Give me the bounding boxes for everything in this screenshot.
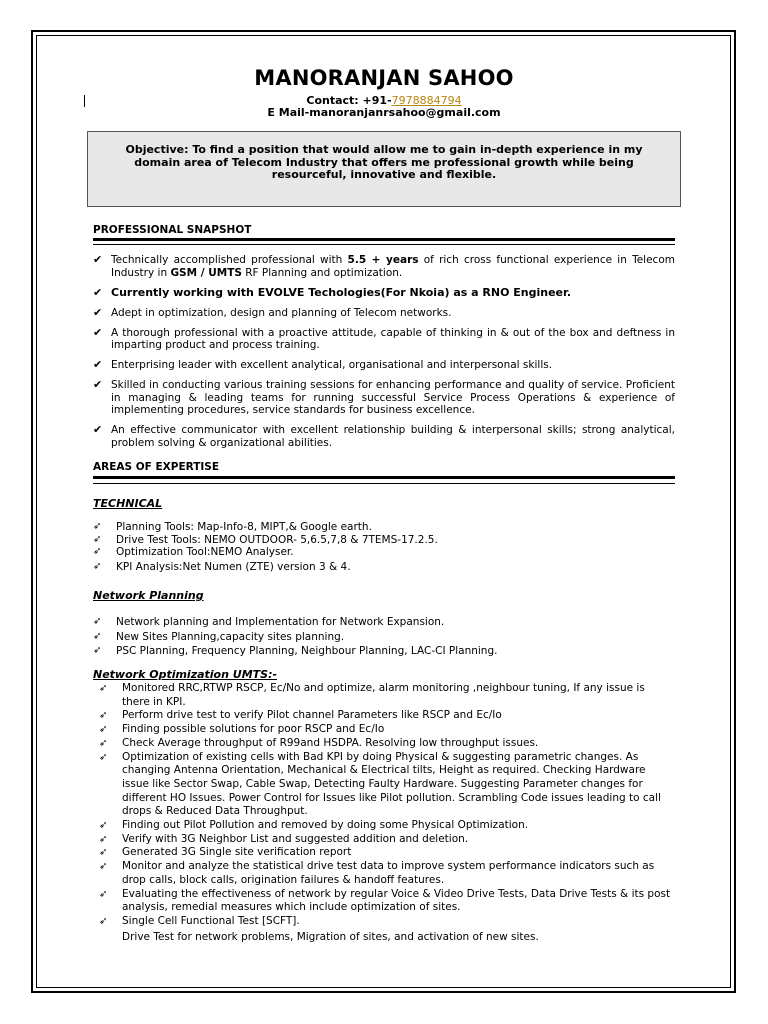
- list-item: ➶ Verify with 3G Neighbor List and suggested addition and deletion.: [99, 832, 469, 845]
- arrow-bullet-icon: ➶: [99, 888, 108, 900]
- checkmark-icon: ✔: [93, 325, 103, 339]
- list-item: ➶ Generated 3G Single site verification report: [99, 846, 352, 859]
- list-item: ➶ Evaluating the effectiveness of network by regular Voice & Video Drive Tests, Data Drive Tests & its post analysis, remedial measures which include optimization of sites.: [99, 887, 671, 914]
- arrow-bullet-icon: ➶: [99, 751, 108, 763]
- list-item: ➶ Finding possible solutions for poor RSCP and Ec/Io: [99, 723, 385, 736]
- arrow-bullet-icon: ➶: [99, 861, 108, 873]
- section-rule-thin: [93, 244, 675, 245]
- list-item: ✔ Skilled in conducting various training sessions for enhancing performance and quality of service. Proficient in managing & leading teams for running successful Service Process Operations & experience of implementing procedures, service standards for business excellence.: [93, 378, 675, 416]
- list-item: ➶ Monitor and analyze the statistical drive test data to improve system performance indicators such as drop calls, block calls, origination failures & handoff features.: [99, 860, 655, 886]
- subheading-network-planning: Network Planning: [93, 589, 204, 602]
- snapshot-list: [93, 254, 675, 457]
- arrow-bullet-icon: ➶: [99, 737, 108, 749]
- list-item: ➶ Network planning and Implementation for Network Expansion.: [93, 616, 445, 628]
- contact-label: Contact: +91-: [306, 94, 392, 107]
- list-item: ➶ Drive Test Tools: NEMO OUTDOOR- 5,6.5,7,8 & 7TEMS-17.2.5.: [93, 533, 438, 546]
- list-item: ✔ Enterprising leader with excellent analytical, organisational and interpersonal skills.: [93, 358, 553, 371]
- technical-list: [93, 521, 675, 573]
- subheading-network-optimization: Network Optimization UMTS:-: [93, 668, 278, 681]
- optimization-list: [93, 682, 675, 944]
- section-title-expertise: AREAS OF EXPERTISE: [93, 461, 220, 473]
- email-line: E Mail-manoranjanrsahoo@gmail.com: [267, 106, 501, 119]
- list-item: ➶ Planning Tools: Map-Info-8, MIPT,& Google earth.: [93, 521, 372, 533]
- arrow-bullet-icon: ➶: [99, 915, 108, 927]
- list-item: ✔ An effective communicator with excellent relationship building & interpersonal skills; strong analytical, problem solving & organizational abilities.: [93, 423, 675, 449]
- list-item: ➶ Single Cell Functional Test [SCFT].: [99, 914, 300, 927]
- section-rule-thick: [93, 238, 675, 241]
- arrow-bullet-icon: ➶: [99, 683, 108, 694]
- subheading-technical: TECHNICAL: [93, 497, 163, 510]
- checkmark-icon: ✔: [93, 253, 103, 266]
- section-title-snapshot: PROFESSIONAL SNAPSHOT: [93, 224, 252, 236]
- arrow-bullet-icon: ➶: [93, 645, 102, 656]
- list-item: ✔ A thorough professional with a proactive attitude, capable of thinking in & out of the box and deftness in imparting product and process training.: [93, 325, 675, 351]
- arrow-bullet-icon: ➶: [93, 546, 102, 557]
- checkmark-icon: ✔: [93, 423, 103, 436]
- objective-box: Objective: To find a position that would allow me to gain in-depth experience in my domain area of Telecom Industry that offers me professional growth while being resourceful, innovative and flexible.: [87, 131, 681, 207]
- list-item: ➶ PSC Planning, Frequency Planning, Neighbour Planning, LAC-CI Planning.: [93, 645, 498, 657]
- section-rule-thin: [93, 483, 675, 484]
- checkmark-icon: ✔: [93, 378, 103, 391]
- list-item: ➶ Finding out Pilot Pollution and removed by doing some Physical Optimization.: [99, 819, 529, 832]
- list-item: ➶ KPI Analysis:Net Numen (ZTE) version 3 & 4.: [93, 560, 351, 573]
- contact-phone-link[interactable]: 7978884794: [391, 94, 462, 107]
- list-item: ➶ New Sites Planning,capacity sites planning.: [93, 630, 345, 643]
- planning-list: [93, 615, 675, 659]
- arrow-bullet-icon: ➶: [99, 724, 108, 736]
- list-item: ✔ Adept in optimization, design and planning of Telecom networks.: [93, 305, 452, 319]
- arrow-bullet-icon: ➶: [99, 833, 108, 845]
- arrow-bullet-icon: ➶: [99, 710, 108, 722]
- arrow-bullet-icon: ➶: [93, 630, 102, 642]
- list-item: ➶ Monitored RRC,RTWP RSCP, Ec/No and optimize, alarm monitoring ,neighbour tuning, If any issue is there in KPI.: [99, 682, 645, 708]
- arrow-bullet-icon: ➶: [93, 521, 102, 532]
- list-item: ✔ Technically accomplished professional with 5.5 + years of rich cross functional experience in Telecom Industry in GSM / UMTS RF Planning and optimization.: [93, 253, 675, 279]
- checkmark-icon: ✔: [93, 358, 103, 371]
- section-rule-thick: [93, 476, 675, 479]
- candidate-name: MANORANJAN SAHOO: [254, 66, 514, 90]
- arrow-bullet-icon: ➶: [93, 616, 102, 627]
- arrow-bullet-icon: ➶: [99, 820, 108, 832]
- arrow-bullet-icon: ➶: [93, 533, 102, 545]
- list-item: ➶ Perform drive test to verify Pilot channel Parameters like RSCP and Ec/Io: [99, 709, 502, 722]
- list-item: Drive Test for network problems, Migration of sites, and activation of new sites.: [122, 930, 539, 943]
- list-item: ➶ Optimization Tool:NEMO Analyser.: [93, 546, 294, 558]
- checkmark-icon: ✔: [93, 305, 103, 319]
- list-item: ✔ Currently working with EVOLVE Techologies(For Nkoia) as a RNO Engineer.: [93, 285, 572, 299]
- arrow-bullet-icon: ➶: [93, 560, 102, 572]
- arrow-bullet-icon: ➶: [99, 847, 108, 859]
- checkmark-icon: ✔: [93, 285, 103, 299]
- list-item: ➶ Check Average throughput of R99and HSDPA. Resolving low throughput issues.: [99, 736, 539, 749]
- list-item: ➶ Optimization of existing cells with Bad KPI by doing Physical & suggesting parametric changes. As changing Antenna Orientation, Mechanical & Electrical tilts, Height as required. Checking Hardware issue like Sector Swap, Cable Swap, Detecting Faulty Hardware. Suggesting Parameter changes for different HO Issues. Power Control for Issues like Pilot pollution. Scrambling Code issues leading to call drops & Reduced Data Throughput.: [99, 750, 661, 818]
